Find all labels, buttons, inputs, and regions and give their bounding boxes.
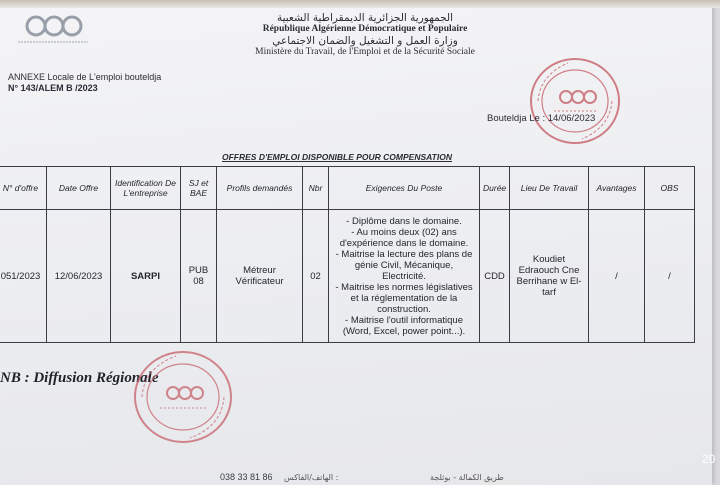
nb-note: NB : Diffusion Régionale xyxy=(0,370,159,386)
cell-sj-type: PUB xyxy=(188,265,209,276)
requirement-item: - Diplôme dans le domaine. xyxy=(346,215,462,227)
requirement-item: - Maitrise les normes législatives et la réglementation de la construction. xyxy=(335,281,473,315)
annexe-reference: N° 143/ALEM B /2023 xyxy=(8,83,98,93)
cell-lieu: Koudiet Edraouch Cne Berrihane w El-tarf xyxy=(510,210,589,343)
cell-profil: Métreur Vérificateur xyxy=(217,210,303,343)
requirement-item: - Maitrise la lecture des plans de génie Civil, Mécanique, Electricité. xyxy=(335,248,473,282)
document-date: Bouteldja Le : 14/06/2023 xyxy=(487,113,596,124)
requirement-item: - Au moins deux (02) ans d'expérience dans le domaine. xyxy=(339,226,469,249)
corner-number: 20 xyxy=(702,452,716,466)
top-edge xyxy=(0,0,720,8)
job-offers-table xyxy=(0,166,695,343)
cell-sj-bae xyxy=(181,210,217,343)
cell-exigences xyxy=(329,210,480,343)
french-ministry-title: Ministère du Travail, de l'Emploi et de la Sécurité Sociale xyxy=(255,47,475,57)
arabic-republic-title: الجمهورية الجزائرية الديمقراطية الشعبية xyxy=(276,12,454,24)
official-stamp-top xyxy=(528,55,622,147)
annexe-office: ANNEXE Locale de L'emploi bouteldja xyxy=(8,72,162,82)
annexe-block xyxy=(8,72,161,94)
french-republic-title: République Algérienne Démocratique et Populaire xyxy=(262,24,468,34)
col-header-duree: Durée xyxy=(480,167,510,210)
cell-entreprise: SARPI xyxy=(111,210,181,343)
col-header-obs: OBS xyxy=(645,167,695,210)
document-header xyxy=(230,12,500,58)
cell-nbr: 02 xyxy=(303,210,329,343)
cell-offre: 051/2023 xyxy=(0,210,47,343)
table-row xyxy=(0,210,695,343)
col-header-nbr: Nbr xyxy=(303,167,329,210)
col-header-avantages: Avantages xyxy=(589,167,645,210)
requirement-item: - Maitrise l'outil informatique (Word, Excel, power point...). xyxy=(342,314,466,337)
cell-obs: / xyxy=(645,210,695,343)
col-header-entreprise: Identification De L'entreprise xyxy=(111,167,181,210)
col-header-sj-bae: SJ et BAE xyxy=(181,167,217,210)
cell-duree: CDD xyxy=(480,210,510,343)
col-header-lieu: Lieu De Travail xyxy=(510,167,589,210)
table-header-row xyxy=(0,167,695,210)
footer-address: طريق الكمالة - بوثلجة xyxy=(430,473,504,482)
col-header-profils: Profils demandés xyxy=(217,167,303,210)
footer-phone: 038 33 81 86 xyxy=(220,472,273,482)
cell-avantages: / xyxy=(589,210,645,343)
official-stamp-bottom xyxy=(132,348,234,446)
cell-date: 12/06/2023 xyxy=(47,210,111,343)
arabic-ministry-title: وزارة العمل و التشغيل والضمان الاجتماعي xyxy=(272,35,458,47)
section-title: OFFRES D'EMPLOI DISPONIBLE POUR COMPENSATION xyxy=(222,152,452,162)
col-header-offre: N° d'offre xyxy=(0,167,47,210)
cell-sj-number: 08 xyxy=(193,276,204,287)
col-header-exigences: Exigences Du Poste xyxy=(329,167,480,210)
ministry-logo-icon xyxy=(14,10,92,46)
col-header-date: Date Offre xyxy=(47,167,111,210)
footer-phone-label: الهاتف/الفاكس : xyxy=(284,473,339,482)
